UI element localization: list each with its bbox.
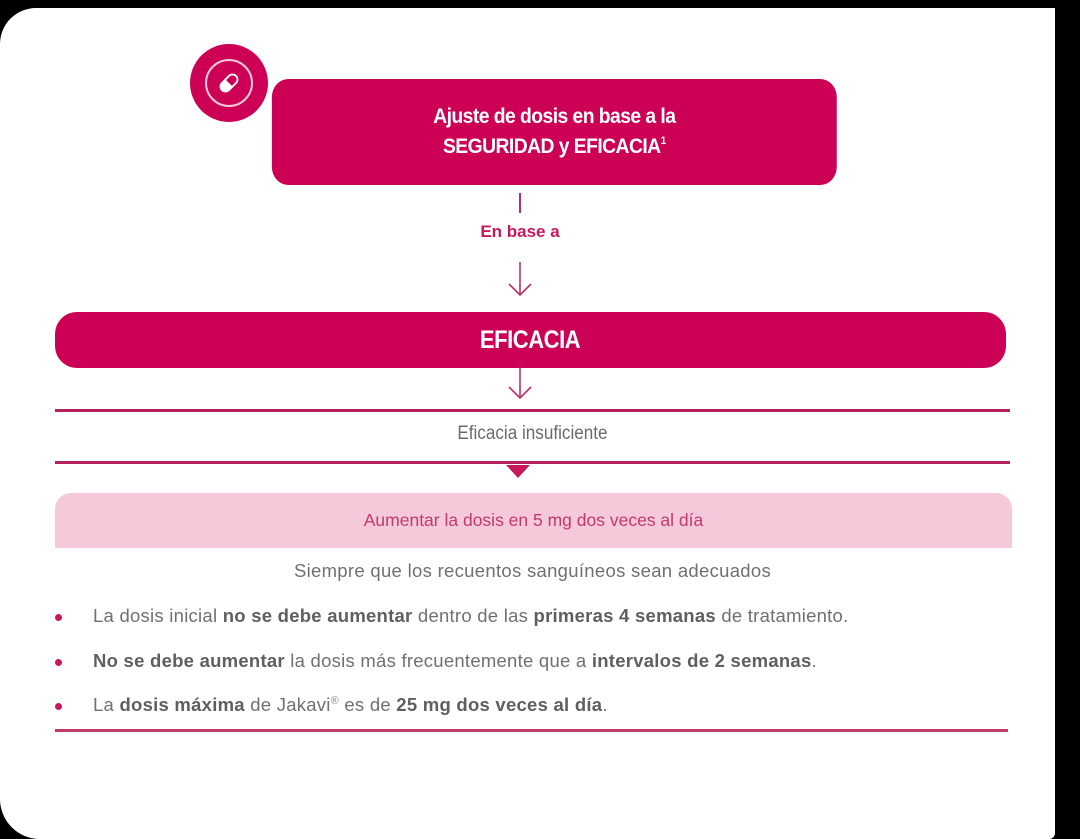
text-run: es de: [339, 694, 397, 716]
bullet-item: [52, 683, 1012, 728]
text-run: La: [93, 694, 120, 716]
bold-run: 25 mg dos veces al día: [396, 694, 603, 716]
bottom-divider: [55, 729, 1008, 732]
triangle-pointer-icon: [506, 465, 530, 478]
text-run: .: [602, 694, 608, 716]
bullet-dot-icon: [55, 659, 62, 666]
action-label: Aumentar la dosis en 5 mg dos veces al día: [363, 510, 704, 530]
text-run: la dosis más frecuentemente que a: [284, 649, 592, 671]
bullet-list: [52, 594, 1012, 728]
bold-run: primeras 4 semanas: [533, 605, 716, 627]
text-run: dentro de las: [412, 605, 534, 627]
divider-bottom: [55, 461, 1010, 464]
dose-adjustment-header-box: [272, 79, 837, 185]
pill-capsule-icon: [205, 59, 253, 107]
efficacy-label: EFICACIA: [480, 325, 581, 354]
header-title-line2: [443, 132, 666, 162]
text-run: La dosis inicial: [93, 605, 223, 627]
pill-icon-badge: [190, 44, 268, 122]
condition-label: Eficacia insuficiente: [457, 423, 608, 444]
registered-mark: ®: [330, 695, 339, 708]
bullet-item: [52, 639, 1012, 684]
text-run: de tratamiento.: [715, 605, 849, 627]
bullet-item: [52, 594, 1012, 639]
bold-run: dosis máxima: [119, 694, 245, 716]
text-run: .: [811, 649, 817, 671]
bullet-dot-icon: [55, 703, 62, 710]
condition-row: [55, 423, 1010, 445]
arrow-down-icon: [507, 262, 533, 298]
bold-run: No se debe aumentar: [93, 649, 285, 671]
caveat-text: Siempre que los recuentos sanguíneos sean adecuados: [293, 560, 772, 581]
divider-top: [55, 409, 1010, 412]
header-title-line2-text: SEGURIDAD y EFICACIA: [442, 135, 661, 158]
efficacy-box: [55, 312, 1006, 368]
bullet-text: [93, 650, 817, 672]
action-box: [55, 493, 1012, 548]
bullet-text: [93, 605, 848, 627]
connector-label: En base a: [480, 222, 560, 241]
bullet-text: [93, 694, 608, 716]
arrow-down-icon: [507, 367, 533, 401]
bold-run: intervalos de 2 semanas: [591, 649, 812, 671]
header-title-line1: Ajuste de dosis en base a la: [433, 105, 676, 128]
bullet-dot-icon: [55, 614, 62, 621]
bold-run: no se debe aumentar: [222, 605, 413, 627]
reference-superscript: 1: [660, 135, 666, 147]
connector-line-top: [519, 193, 521, 213]
text-run: de Jakavi: [244, 694, 331, 716]
